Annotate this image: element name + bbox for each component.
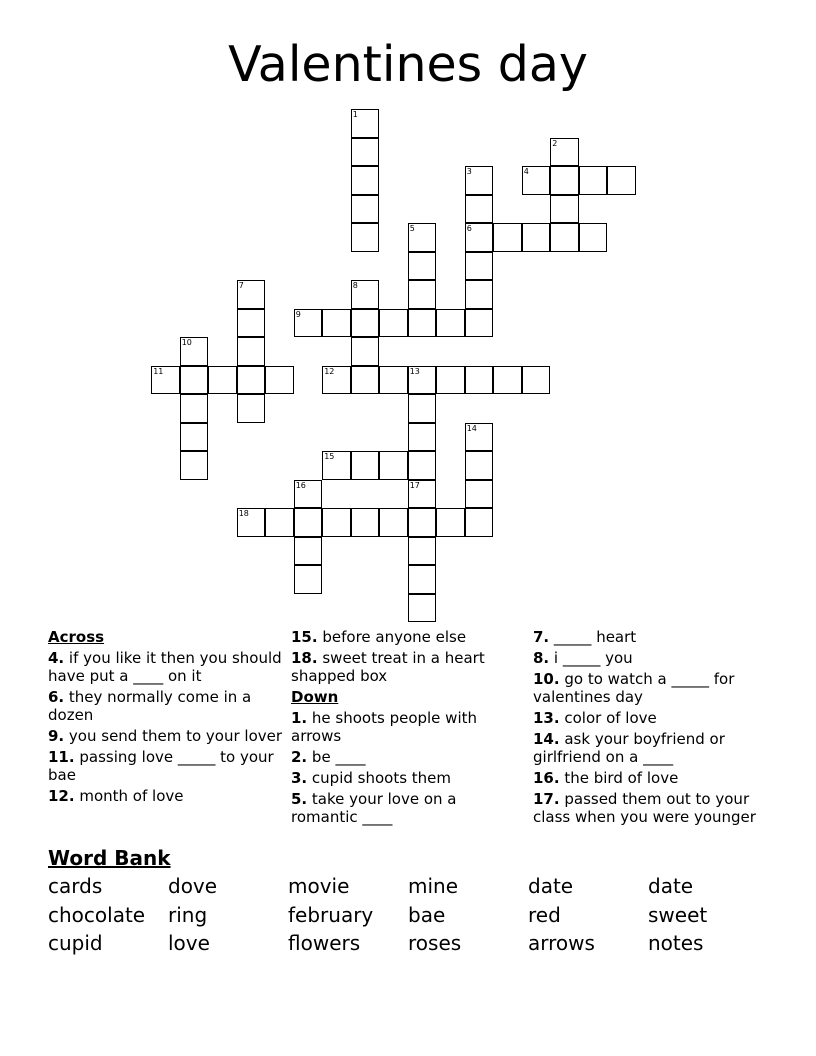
clue-text: he shoots people with arrows [291, 709, 478, 745]
clue-text: sweet treat in a heart shapped box [291, 649, 485, 685]
grid-cell[interactable] [294, 565, 323, 594]
clue-number: 16. [533, 769, 560, 787]
grid-cell[interactable] [522, 223, 551, 252]
word-bank-word: red [528, 902, 561, 927]
clue [533, 649, 769, 667]
grid-cell[interactable] [265, 508, 294, 537]
grid-cell[interactable] [579, 223, 608, 252]
clue-column-3 [533, 628, 769, 829]
clue-text: be ____ [311, 748, 366, 766]
grid-cell[interactable] [322, 309, 351, 338]
grid-cell[interactable] [151, 366, 180, 395]
grid-cell[interactable] [579, 166, 608, 195]
grid-cell[interactable] [607, 166, 636, 195]
clue [48, 727, 284, 745]
clue-number: 18 [238, 509, 249, 519]
clue-number: 2. [291, 748, 308, 766]
word-bank-word: sweet [648, 902, 708, 927]
clue-text: month of love [79, 787, 184, 805]
clue-number: 11 [153, 366, 164, 376]
clue [48, 649, 284, 685]
clue-number: 7 [238, 281, 244, 291]
clue-number: 1. [291, 709, 308, 727]
grid-cell[interactable] [550, 195, 579, 224]
clue [48, 748, 284, 784]
word-bank-word: roses [408, 931, 462, 955]
clue-number: 4 [523, 167, 529, 177]
word-bank-word: ring [168, 902, 208, 927]
clue-heading: Across [48, 628, 105, 646]
clue-text: passed them out to your class when you were younger [533, 790, 756, 826]
clue-number: 2 [552, 138, 558, 148]
grid-cell[interactable] [351, 309, 380, 338]
clue-number: 10 [181, 338, 192, 348]
clue [533, 769, 769, 787]
clue [533, 709, 769, 727]
grid-cell[interactable] [436, 309, 465, 338]
clue-number: 14 [466, 423, 477, 433]
grid-cell[interactable] [436, 508, 465, 537]
word-bank-word: date [648, 874, 694, 898]
grid-cell[interactable] [322, 451, 351, 480]
clue-column-1 [48, 628, 284, 808]
grid-cell[interactable] [465, 423, 494, 452]
word-bank-title: Word Bank [48, 846, 171, 870]
clue-number: 3 [466, 167, 472, 177]
clue-number: 4. [48, 649, 65, 667]
clue [48, 787, 284, 805]
grid-cell[interactable] [351, 508, 380, 537]
grid-cell[interactable] [465, 223, 494, 252]
clue-number: 1 [352, 110, 358, 120]
clue [533, 730, 769, 766]
grid-cell[interactable] [379, 451, 408, 480]
clue-text: go to watch a _____ for valentines day [533, 670, 735, 706]
clue-number: 15. [291, 628, 318, 646]
page-title: Valentines day [228, 36, 588, 93]
grid-cell[interactable] [408, 423, 437, 452]
clue-text: before anyone else [322, 628, 467, 646]
word-bank-word: flowers [288, 931, 361, 955]
grid-cell[interactable] [294, 508, 323, 537]
clue-number: 13 [409, 366, 420, 376]
word-bank-word: february [288, 902, 374, 927]
clue-text: take your love on a romantic ____ [291, 790, 457, 826]
grid-cell[interactable] [522, 366, 551, 395]
clue-number: 12 [324, 366, 335, 376]
grid-cell[interactable] [465, 195, 494, 224]
clue-number: 3. [291, 769, 308, 787]
word-bank-word: arrows [528, 931, 595, 955]
grid-cell[interactable] [294, 480, 323, 509]
clue-number: 8 [352, 281, 358, 291]
grid-cell[interactable] [408, 252, 437, 281]
clue-text: they normally come in a dozen [48, 688, 252, 724]
grid-cell[interactable] [351, 280, 380, 309]
clue-text: passing love _____ to your bae [48, 748, 274, 784]
clue-text: cupid shoots them [311, 769, 452, 787]
clue-text: color of love [564, 709, 657, 727]
grid-cell[interactable] [351, 223, 380, 252]
grid-cell[interactable] [208, 366, 237, 395]
clue-number: 5. [291, 790, 308, 808]
grid-cell[interactable] [294, 537, 323, 566]
grid-cell[interactable] [237, 337, 266, 366]
clue [291, 628, 527, 646]
clue-number: 6 [466, 224, 472, 234]
word-bank-word: mine [408, 874, 459, 898]
grid-cell[interactable] [379, 309, 408, 338]
grid-cell[interactable] [180, 366, 209, 395]
clue-number: 14. [533, 730, 560, 748]
grid-cell[interactable] [379, 366, 408, 395]
grid-cell[interactable] [180, 394, 209, 423]
word-bank-word: love [168, 931, 210, 955]
clue-number: 9 [295, 309, 301, 319]
clue [533, 628, 769, 646]
clue-number: 15 [324, 452, 335, 462]
clue-number: 5 [409, 224, 415, 234]
grid-cell[interactable] [237, 366, 266, 395]
grid-cell[interactable] [436, 366, 465, 395]
grid-cell[interactable] [408, 565, 437, 594]
clue-heading: Down [291, 688, 339, 706]
grid-cell[interactable] [322, 508, 351, 537]
grid-cell[interactable] [465, 480, 494, 509]
grid-cell[interactable] [465, 451, 494, 480]
clue [533, 790, 769, 826]
word-bank-word: date [528, 874, 574, 898]
grid-cell[interactable] [180, 423, 209, 452]
clue-number: 8. [533, 649, 550, 667]
clue-number: 9. [48, 727, 65, 745]
clue-text: i _____ you [553, 649, 633, 667]
clue-number: 16 [295, 480, 306, 490]
grid-cell[interactable] [408, 480, 437, 509]
grid-cell[interactable] [237, 394, 266, 423]
word-bank-word: bae [408, 902, 446, 927]
grid-cell[interactable] [465, 280, 494, 309]
clue-number: 12. [48, 787, 75, 805]
grid-cell[interactable] [294, 309, 323, 338]
clue-text: the bird of love [564, 769, 679, 787]
grid-cell[interactable] [408, 508, 437, 537]
grid-cell[interactable] [465, 252, 494, 281]
clue-number: 18. [291, 649, 318, 667]
clue-number: 7. [533, 628, 550, 646]
grid-cell[interactable] [351, 366, 380, 395]
grid-cell[interactable] [408, 223, 437, 252]
grid-cell[interactable] [379, 508, 408, 537]
clue-number: 17. [533, 790, 560, 808]
clue-number: 11. [48, 748, 75, 766]
clue [291, 790, 527, 826]
word-bank-word: dove [168, 874, 218, 898]
grid-cell[interactable] [550, 223, 579, 252]
grid-cell[interactable] [351, 166, 380, 195]
grid-cell[interactable] [237, 309, 266, 338]
clue-number: 10. [533, 670, 560, 688]
grid-cell[interactable] [408, 366, 437, 395]
word-bank-word: movie [288, 874, 350, 898]
grid-cell[interactable] [408, 394, 437, 423]
grid-cell[interactable] [550, 166, 579, 195]
grid-cell[interactable] [408, 594, 437, 623]
grid-cell[interactable] [465, 309, 494, 338]
grid-cell[interactable] [465, 366, 494, 395]
clue-text: you send them to your lover [68, 727, 283, 745]
grid-cell[interactable] [408, 537, 437, 566]
word-bank-word: notes [648, 931, 704, 955]
clue-number: 13. [533, 709, 560, 727]
grid-cell[interactable] [522, 166, 551, 195]
clue-column-2 [291, 628, 527, 829]
grid-cell[interactable] [351, 337, 380, 366]
grid-cell[interactable] [550, 138, 579, 167]
grid-cell[interactable] [180, 337, 209, 366]
word-bank-word: cupid [48, 931, 103, 955]
clue-text: ask your boyfriend or girlfriend on a ____ [533, 730, 725, 766]
clue [291, 709, 527, 745]
grid-cell[interactable] [351, 451, 380, 480]
clue-number: 6. [48, 688, 65, 706]
grid-cell[interactable] [408, 451, 437, 480]
grid-cell[interactable] [408, 309, 437, 338]
clue [291, 748, 527, 766]
word-bank-word: cards [48, 874, 103, 898]
grid-cell[interactable] [237, 508, 266, 537]
clue-number: 17 [409, 480, 420, 490]
clue-text: if you like it then you should have put a ____ on it [48, 649, 282, 685]
clue-text: _____ heart [553, 628, 637, 646]
clue [291, 649, 527, 685]
clue [48, 688, 284, 724]
grid-cell[interactable] [237, 280, 266, 309]
clue [291, 769, 527, 787]
grid-cell[interactable] [408, 280, 437, 309]
grid-cell[interactable] [351, 195, 380, 224]
grid-cell[interactable] [322, 366, 351, 395]
grid-cell[interactable] [351, 109, 380, 138]
grid-cell[interactable] [493, 366, 522, 395]
grid-cell[interactable] [265, 366, 294, 395]
grid-cell[interactable] [351, 138, 380, 167]
grid-cell[interactable] [180, 451, 209, 480]
clue [533, 670, 769, 706]
grid-cell[interactable] [465, 508, 494, 537]
grid-cell[interactable] [493, 223, 522, 252]
word-bank-word: chocolate [48, 902, 146, 927]
grid-cell[interactable] [465, 166, 494, 195]
